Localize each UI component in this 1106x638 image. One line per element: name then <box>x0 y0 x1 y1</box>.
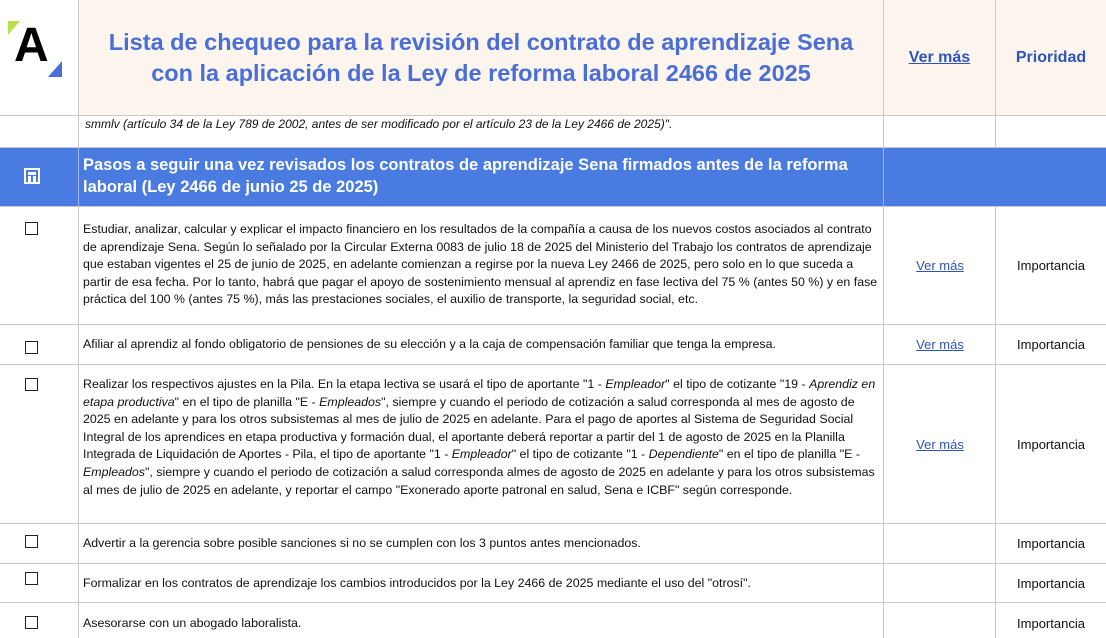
section-title: Pasos a seguir una vez revisados los contratos de aprendizaje Sena firmados antes de la reforma laboral (Ley 2466 de junio 25 de 2025) <box>83 156 848 196</box>
row-1-task-text: Estudiar, analizar, calcular y explicar el impacto financiero en los resultados de la compañía a causa de los nuevos costos asociados al contrato de aprendizaje Sena. Según lo señalado por la Circular Externa 0083 de julio 18 de 2025 del Ministerio del Trabajo los contratos de aprendizaje que estaban vigentes el 25 de junio de 2025, en adelante comienzan a regirse por la nueva Ley 2466 de 2025, pero solo en lo que suceda a partir de esa fecha. Por lo tanto, habrá que pagar el apoyo de sostenimiento mensual al aprendiz en fase lectiva del 75 % (antes 50 %) y en fase práctica del 100 % (antes 75 %), más las prestaciones sociales, el auxilio de transporte, la seguridad social, etc. <box>83 222 878 307</box>
header-ver-mas-link[interactable]: Ver más <box>908 48 971 66</box>
brand-logo-icon <box>6 15 68 79</box>
partial-row <box>79 115 883 147</box>
partial-row-text: smmlv (artículo 34 de la Ley 789 de 2002, antes de ser modificado por el artículo 23 de la Ley 2466 de 2025)". <box>85 117 673 131</box>
row-2-priority: Importancia <box>1017 337 1085 352</box>
row-6-task-text: Asesorarse con un abogado laboralista. <box>83 616 302 630</box>
row-1-checkbox[interactable] <box>25 222 38 235</box>
row-5-checkbox[interactable] <box>25 572 38 585</box>
header-link-cell <box>884 0 995 115</box>
row-6-priority: Importancia <box>1017 616 1085 631</box>
row-5-priority: Importancia <box>1017 576 1085 591</box>
row-5-task-text: Formalizar en los contratos de aprendizaje los cambios introducidos por la Ley 2466 de 2025 mediante el uso del "otrosí". <box>83 576 751 590</box>
row-3-priority: Importancia <box>1017 437 1085 452</box>
row-4-priority: Importancia <box>1017 536 1085 551</box>
svg-text:A: A <box>14 19 49 72</box>
row-3-ver-mas-link[interactable]: Ver más <box>916 437 964 452</box>
priority-column-header: Prioridad <box>1015 48 1087 66</box>
row-1-priority: Importancia <box>1017 258 1085 273</box>
logo-cell <box>0 0 78 115</box>
row-4-task-text: Advertir a la gerencia sobre posible sanciones si no se cumplen con los 3 puntos antes mencionados. <box>83 536 641 550</box>
row-2-checkbox[interactable] <box>25 341 38 354</box>
row-2-ver-mas-link[interactable]: Ver más <box>916 337 964 352</box>
row-3-task-text: Realizar los respectivos ajustes en la Pila. En la etapa lectiva se usará el tipo de aportante "1 - Empleador" el tipo de cotizante "19 - Aprendiz en etapa productiva" en el tipo de planilla "E - Empleados", siempre y cuando el periodo de cotización a salud corresponda al mes de agosto de 2025 en adelante y para los otros subsistemas al mes de julio de 2025 en adelante. Para el pago de aportes al Sistema de Seguridad Social Integral de los aprendices en etapa productiva y formación dual, el aportante deberá reportar a partir del 1 de agosto de 2025 en la Planilla Integrada de Liquidación de Aportes - Pila, el tipo de aportante "1 - Empleador" el tipo de cotizante "1 - Dependiente" en el tipo de planilla "E - Empleados", siempre y cuando el periodo de cotización a salud corresponda almes de agosto de 2025 en adelante y para los otros subsistemas al mes de julio de 2025 en adelante, y reportar el campo "Exonerado aporte patronal en salud, Sena e ICBF" según corresponde. <box>83 377 876 497</box>
header-title-cell <box>79 0 883 115</box>
header-priority-cell <box>996 0 1106 115</box>
page-title: Lista de chequeo para la revisión del contrato de aprendizaje Sena con la aplicación de la Ley de reforma laboral 2466 de 2025 <box>108 28 854 86</box>
row-6-checkbox[interactable] <box>25 616 38 629</box>
row-2-task-text: Afiliar al aprendiz al fondo obligatorio de pensiones de su elección y a la caja de compensación familiar que tenga la empresa. <box>83 337 776 351</box>
row-4-checkbox[interactable] <box>25 535 38 548</box>
row-3-checkbox[interactable] <box>25 378 38 391</box>
section-table-icon <box>24 168 40 184</box>
row-1-ver-mas-link[interactable]: Ver más <box>916 258 964 273</box>
